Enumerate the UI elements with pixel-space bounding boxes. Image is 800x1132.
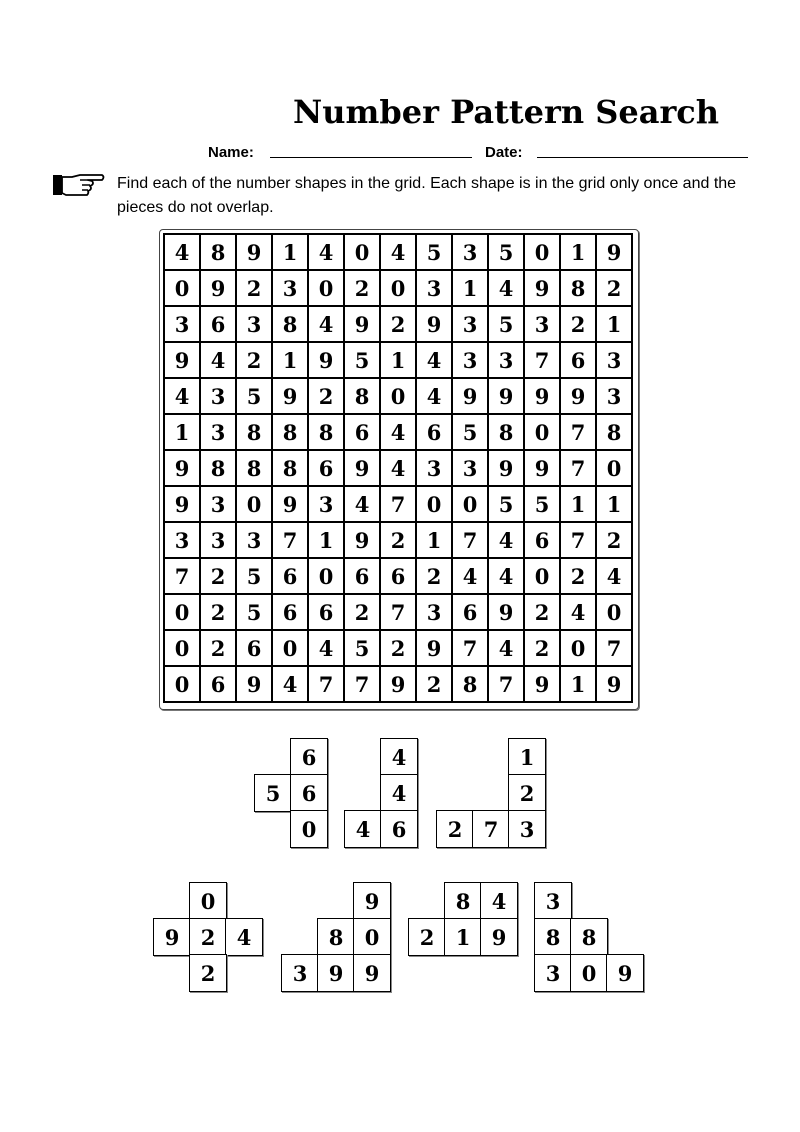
- grid-cell[interactable]: 8: [489, 415, 525, 451]
- grid-cell[interactable]: 7: [273, 523, 309, 559]
- grid-cell[interactable]: 6: [381, 559, 417, 595]
- grid-cell[interactable]: 9: [237, 667, 273, 703]
- shape-cell: 8: [444, 882, 482, 920]
- grid-cell[interactable]: 1: [309, 523, 345, 559]
- grid-cell[interactable]: 7: [381, 487, 417, 523]
- shape-cell: 4: [225, 918, 263, 956]
- grid-cell[interactable]: 1: [453, 271, 489, 307]
- grid-cell[interactable]: 9: [417, 307, 453, 343]
- grid-cell[interactable]: 9: [309, 343, 345, 379]
- shape-cell: 6: [380, 810, 418, 848]
- name-label: Name:: [208, 144, 254, 161]
- grid-cell[interactable]: 7: [453, 631, 489, 667]
- grid-cell[interactable]: 7: [165, 559, 201, 595]
- grid-cell[interactable]: 9: [273, 379, 309, 415]
- grid-cell[interactable]: 2: [597, 523, 633, 559]
- grid-cell[interactable]: 2: [381, 307, 417, 343]
- shape-cell: 4: [380, 774, 418, 812]
- grid-cell[interactable]: 4: [489, 559, 525, 595]
- grid-cell[interactable]: 3: [237, 523, 273, 559]
- grid-cell[interactable]: 9: [417, 631, 453, 667]
- shape-cell: 4: [480, 882, 518, 920]
- grid-cell[interactable]: 2: [201, 559, 237, 595]
- grid-cell[interactable]: 1: [381, 343, 417, 379]
- grid-cell[interactable]: 7: [489, 667, 525, 703]
- shape-cell: 6: [290, 738, 328, 776]
- grid-cell[interactable]: 9: [597, 667, 633, 703]
- shape-cell: 5: [254, 774, 292, 812]
- grid-cell[interactable]: 6: [345, 415, 381, 451]
- grid-cell[interactable]: 8: [273, 451, 309, 487]
- shape-cell: 2: [436, 810, 474, 848]
- grid-cell[interactable]: 1: [273, 343, 309, 379]
- grid-cell[interactable]: 7: [453, 523, 489, 559]
- grid-cell[interactable]: 0: [453, 487, 489, 523]
- grid-cell[interactable]: 0: [165, 667, 201, 703]
- grid-cell[interactable]: 4: [381, 415, 417, 451]
- grid-cell[interactable]: 9: [525, 451, 561, 487]
- shape-cell: 8: [317, 918, 355, 956]
- grid-cell[interactable]: 6: [345, 559, 381, 595]
- grid-cell[interactable]: 2: [381, 631, 417, 667]
- grid-cell[interactable]: 2: [561, 307, 597, 343]
- grid-cell[interactable]: 8: [237, 451, 273, 487]
- grid-cell[interactable]: 3: [525, 307, 561, 343]
- number-grid: [163, 233, 633, 703]
- grid-cell[interactable]: 2: [525, 595, 561, 631]
- page-title: Number Pattern Search: [293, 93, 720, 131]
- shape-cell: 2: [189, 918, 227, 956]
- grid-cell[interactable]: 4: [417, 343, 453, 379]
- grid-cell[interactable]: 1: [417, 523, 453, 559]
- grid-cell[interactable]: 1: [597, 487, 633, 523]
- date-label: Date:: [485, 144, 523, 161]
- grid-cell[interactable]: 2: [345, 595, 381, 631]
- grid-cell[interactable]: 5: [237, 595, 273, 631]
- grid-cell[interactable]: 3: [201, 523, 237, 559]
- grid-cell[interactable]: 2: [417, 667, 453, 703]
- grid-cell[interactable]: 3: [165, 523, 201, 559]
- grid-cell[interactable]: 0: [525, 559, 561, 595]
- grid-cell[interactable]: 7: [381, 595, 417, 631]
- grid-cell[interactable]: 5: [453, 415, 489, 451]
- grid-cell[interactable]: 4: [165, 235, 201, 271]
- grid-cell[interactable]: 0: [309, 271, 345, 307]
- grid-cell[interactable]: 1: [597, 307, 633, 343]
- grid-cell[interactable]: 3: [417, 451, 453, 487]
- grid-cell[interactable]: 4: [381, 235, 417, 271]
- shape-cell: 0: [353, 918, 391, 956]
- grid-cell[interactable]: 9: [165, 343, 201, 379]
- shape-cell: 1: [444, 918, 482, 956]
- grid-cell[interactable]: 6: [561, 343, 597, 379]
- grid-cell[interactable]: 3: [417, 595, 453, 631]
- grid-cell[interactable]: 9: [345, 307, 381, 343]
- grid-cell[interactable]: 0: [309, 559, 345, 595]
- grid-cell[interactable]: 2: [525, 631, 561, 667]
- grid-cell[interactable]: 7: [525, 343, 561, 379]
- shape-cell: 9: [153, 918, 191, 956]
- grid-cell[interactable]: 9: [489, 379, 525, 415]
- grid-cell[interactable]: 2: [597, 271, 633, 307]
- grid-cell[interactable]: 5: [489, 307, 525, 343]
- grid-cell[interactable]: 2: [561, 559, 597, 595]
- date-line[interactable]: [537, 157, 748, 158]
- grid-cell[interactable]: 9: [201, 271, 237, 307]
- grid-cell[interactable]: 4: [273, 667, 309, 703]
- grid-cell[interactable]: 4: [597, 559, 633, 595]
- grid-cell[interactable]: 2: [417, 559, 453, 595]
- grid-cell[interactable]: 9: [561, 379, 597, 415]
- grid-cell[interactable]: 5: [237, 559, 273, 595]
- grid-cell[interactable]: 3: [237, 307, 273, 343]
- grid-cell[interactable]: 4: [201, 343, 237, 379]
- shape-cell: 2: [408, 918, 446, 956]
- grid-cell[interactable]: 9: [345, 523, 381, 559]
- shape-cell: 3: [508, 810, 546, 848]
- grid-cell[interactable]: 2: [201, 595, 237, 631]
- shape-cell: 9: [606, 954, 644, 992]
- grid-cell[interactable]: 3: [597, 379, 633, 415]
- grid-cell[interactable]: 6: [273, 559, 309, 595]
- grid-cell[interactable]: 2: [201, 631, 237, 667]
- grid-cell[interactable]: 5: [417, 235, 453, 271]
- grid-cell[interactable]: 6: [237, 631, 273, 667]
- grid-cell[interactable]: 4: [453, 559, 489, 595]
- grid-cell[interactable]: 7: [597, 631, 633, 667]
- grid-cell[interactable]: 7: [561, 523, 597, 559]
- grid-cell[interactable]: 8: [345, 379, 381, 415]
- grid-cell[interactable]: 6: [273, 595, 309, 631]
- grid-cell[interactable]: 8: [201, 451, 237, 487]
- grid-cell[interactable]: 4: [489, 631, 525, 667]
- grid-cell[interactable]: 0: [597, 595, 633, 631]
- grid-cell[interactable]: 1: [561, 667, 597, 703]
- grid-cell[interactable]: 9: [525, 667, 561, 703]
- grid-cell[interactable]: 3: [597, 343, 633, 379]
- grid-cell[interactable]: 3: [453, 451, 489, 487]
- grid-cell[interactable]: 4: [309, 307, 345, 343]
- grid-cell[interactable]: 0: [381, 379, 417, 415]
- shape-cell: 4: [344, 810, 382, 848]
- grid-cell[interactable]: 4: [489, 271, 525, 307]
- shape-cell: 9: [480, 918, 518, 956]
- grid-cell[interactable]: 8: [309, 415, 345, 451]
- grid-cell[interactable]: 0: [165, 631, 201, 667]
- shape-cell: 8: [570, 918, 608, 956]
- grid-cell[interactable]: 0: [381, 271, 417, 307]
- grid-cell[interactable]: 0: [273, 631, 309, 667]
- grid-cell[interactable]: 9: [273, 487, 309, 523]
- grid-cell[interactable]: 9: [165, 451, 201, 487]
- grid-cell[interactable]: 3: [201, 379, 237, 415]
- grid-cell[interactable]: 9: [525, 379, 561, 415]
- grid-cell[interactable]: 7: [345, 667, 381, 703]
- shape-cell: 0: [189, 882, 227, 920]
- grid-cell[interactable]: 3: [273, 271, 309, 307]
- grid-cell[interactable]: 3: [453, 235, 489, 271]
- grid-cell[interactable]: 2: [309, 379, 345, 415]
- grid-cell[interactable]: 4: [489, 523, 525, 559]
- shape-cell: 3: [534, 954, 572, 992]
- grid-cell[interactable]: 6: [201, 307, 237, 343]
- grid-cell[interactable]: 4: [309, 631, 345, 667]
- grid-cell[interactable]: 3: [489, 343, 525, 379]
- grid-cell[interactable]: 9: [345, 451, 381, 487]
- name-line[interactable]: [270, 157, 472, 158]
- grid-cell[interactable]: 5: [489, 487, 525, 523]
- shape-cell: 0: [570, 954, 608, 992]
- grid-cell[interactable]: 6: [309, 451, 345, 487]
- grid-cell[interactable]: 5: [237, 379, 273, 415]
- grid-cell[interactable]: 9: [381, 667, 417, 703]
- grid-cell[interactable]: 0: [597, 451, 633, 487]
- grid-cell[interactable]: 3: [417, 271, 453, 307]
- grid-cell[interactable]: 0: [525, 235, 561, 271]
- grid-cell[interactable]: 4: [165, 379, 201, 415]
- grid-cell[interactable]: 9: [597, 235, 633, 271]
- grid-cell[interactable]: 4: [309, 235, 345, 271]
- grid-cell[interactable]: 5: [525, 487, 561, 523]
- grid-cell[interactable]: 8: [597, 415, 633, 451]
- shape-cell: 8: [534, 918, 572, 956]
- grid-cell[interactable]: 7: [309, 667, 345, 703]
- grid-cell[interactable]: 3: [165, 307, 201, 343]
- instructions-text: Find each of the number shapes in the grid. Each shape is in the grid only once and the pieces do not overlap.: [117, 175, 737, 216]
- shape-cell: 4: [380, 738, 418, 776]
- grid-cell[interactable]: 8: [453, 667, 489, 703]
- grid-cell[interactable]: 8: [201, 235, 237, 271]
- shape-cell: 7: [472, 810, 510, 848]
- grid-cell[interactable]: 9: [453, 379, 489, 415]
- shape-cell: 9: [317, 954, 355, 992]
- grid-cell[interactable]: 9: [489, 451, 525, 487]
- shape-cell: 0: [290, 810, 328, 848]
- grid-cell[interactable]: 6: [525, 523, 561, 559]
- grid-cell[interactable]: 3: [201, 415, 237, 451]
- grid-cell[interactable]: 6: [309, 595, 345, 631]
- grid-cell[interactable]: 2: [237, 271, 273, 307]
- grid-cell[interactable]: 7: [561, 451, 597, 487]
- grid-cell[interactable]: 0: [237, 487, 273, 523]
- grid-cell[interactable]: 5: [345, 631, 381, 667]
- grid-cell[interactable]: 0: [525, 415, 561, 451]
- grid-cell[interactable]: 7: [561, 415, 597, 451]
- grid-cell[interactable]: 6: [417, 415, 453, 451]
- grid-cell[interactable]: 2: [345, 271, 381, 307]
- shape-cell: 9: [353, 954, 391, 992]
- grid-cell[interactable]: 9: [525, 271, 561, 307]
- shape-cell: 3: [534, 882, 572, 920]
- grid-cell[interactable]: 0: [417, 487, 453, 523]
- grid-cell[interactable]: 8: [237, 415, 273, 451]
- grid-cell[interactable]: 9: [237, 235, 273, 271]
- grid-cell[interactable]: 3: [309, 487, 345, 523]
- grid-cell[interactable]: 0: [165, 271, 201, 307]
- pointing-hand-icon: [52, 172, 106, 198]
- shape-cell: 6: [290, 774, 328, 812]
- grid-cell[interactable]: 2: [381, 523, 417, 559]
- grid-cell[interactable]: 3: [453, 343, 489, 379]
- grid-cell[interactable]: 9: [165, 487, 201, 523]
- grid-cell[interactable]: 4: [561, 595, 597, 631]
- grid-cell[interactable]: 1: [165, 415, 201, 451]
- grid-cell[interactable]: 6: [453, 595, 489, 631]
- grid-cell[interactable]: 0: [561, 631, 597, 667]
- shape-cell: 2: [189, 954, 227, 992]
- grid-cell[interactable]: 8: [273, 307, 309, 343]
- grid-cell[interactable]: 4: [381, 451, 417, 487]
- grid-cell[interactable]: 1: [273, 235, 309, 271]
- grid-cell[interactable]: 5: [489, 235, 525, 271]
- grid-cell[interactable]: 1: [561, 487, 597, 523]
- grid-cell[interactable]: 8: [561, 271, 597, 307]
- grid-cell[interactable]: 4: [417, 379, 453, 415]
- grid-cell[interactable]: 0: [345, 235, 381, 271]
- shape-cell: 9: [353, 882, 391, 920]
- grid-cell[interactable]: 6: [201, 667, 237, 703]
- shape-cell: 1: [508, 738, 546, 776]
- grid-cell[interactable]: 3: [453, 307, 489, 343]
- grid-cell[interactable]: 4: [345, 487, 381, 523]
- shape-cell: 3: [281, 954, 319, 992]
- grid-cell[interactable]: 2: [237, 343, 273, 379]
- grid-cell[interactable]: 5: [345, 343, 381, 379]
- grid-cell[interactable]: 3: [201, 487, 237, 523]
- grid-cell[interactable]: 1: [561, 235, 597, 271]
- grid-cell[interactable]: 8: [273, 415, 309, 451]
- grid-cell[interactable]: 9: [489, 595, 525, 631]
- grid-cell[interactable]: 0: [165, 595, 201, 631]
- shape-cell: 2: [508, 774, 546, 812]
